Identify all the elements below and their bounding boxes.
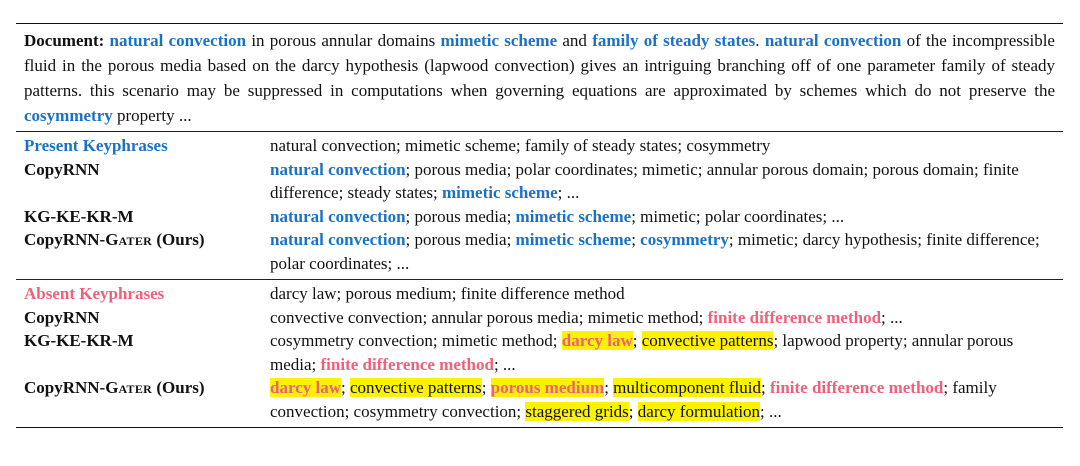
- model-row: [16, 306, 1063, 330]
- present-keyphrase-match: natural convection: [109, 31, 247, 50]
- text-segment: and: [557, 31, 593, 50]
- text-segment: property ...: [112, 106, 192, 125]
- present-keyphrase-match: natural convection: [270, 206, 406, 226]
- predicted-keyphrases: [270, 158, 1063, 205]
- document-label: Document:: [24, 31, 105, 50]
- absent-keyphrase-match: finite difference method: [320, 354, 494, 374]
- model-name: [16, 228, 270, 275]
- absent-section: [16, 280, 1063, 423]
- text-segment: ;: [632, 331, 642, 350]
- model-name-smallcaps: ATER: [118, 234, 153, 248]
- bottom-rule: [16, 427, 1063, 428]
- absent-header-row: [16, 280, 1063, 306]
- model-name-main: CopyRNN-G: [24, 230, 119, 249]
- absent-keyphrase-match: darcy law: [561, 331, 633, 350]
- text-segment: ; porous media;: [405, 206, 516, 226]
- model-name: CopyRNN: [24, 159, 100, 179]
- text-segment: ; ...: [557, 183, 580, 202]
- model-name-main: CopyRNN-G: [24, 378, 119, 397]
- text-segment: ;: [760, 378, 770, 397]
- model-row: [16, 158, 1063, 205]
- model-name: KG-KE-KR-M: [24, 331, 134, 350]
- text-segment: ; ...: [881, 307, 903, 327]
- model-row: [16, 329, 1063, 376]
- present-keyphrase-match: mimetic scheme: [515, 230, 632, 249]
- text-segment: ;: [628, 401, 638, 421]
- text-segment: of the incompressible fluid in the porous media based on the darcy hypothesis (lapwood convection) gives an intriguing branching off of one parameter family of steady patterns. this scenario may be suppressed in computations when governing equations are approximated by schemes which do not preserve the: [24, 31, 1055, 100]
- present-keyphrase-match: natural convection: [270, 159, 406, 179]
- present-keyphrase-match: mimetic scheme: [440, 31, 558, 50]
- keyphrase-table: [16, 23, 1063, 428]
- text-segment: ; family convection; cosymmetry convection;: [270, 378, 997, 421]
- absent-keyphrase-match: darcy law: [270, 378, 341, 397]
- text-segment: in porous annular domains: [246, 31, 441, 50]
- text-segment: ; ...: [760, 401, 782, 421]
- present-header-row: [16, 132, 1063, 158]
- text-segment: ;: [481, 378, 491, 397]
- absent-keyphrase-match: porous medium: [490, 378, 605, 397]
- highlighted-keyphrase: convective patterns: [641, 331, 774, 350]
- model-name: KG-KE-KR-M: [24, 206, 134, 226]
- absent-gold: darcy law; porous medium; finite difference method: [270, 284, 625, 303]
- highlighted-keyphrase: convective patterns: [349, 378, 482, 397]
- absent-title: Absent Keyphrases: [24, 284, 165, 303]
- document-text: [24, 31, 1055, 125]
- highlighted-keyphrase: staggered grids: [525, 401, 629, 421]
- text-segment: ;: [341, 378, 350, 397]
- text-segment: ; porous media; polar coordinates; mimetic; annular porous domain; porous domain; finite difference; steady states;: [270, 159, 1019, 202]
- model-row: [16, 228, 1063, 275]
- present-section: [16, 132, 1063, 275]
- present-keyphrase-match: natural convection: [270, 230, 406, 249]
- text-segment: cosymmetry convection; mimetic method;: [270, 331, 562, 350]
- present-keyphrase-match: mimetic scheme: [515, 206, 632, 226]
- absent-keyphrase-match: finite difference method: [707, 307, 882, 327]
- text-segment: ; lapwood property; annular porous media;: [270, 331, 1014, 374]
- predicted-keyphrases: [270, 205, 1063, 229]
- absent-keyphrase-match: finite difference method: [769, 378, 944, 397]
- model-name-smallcaps: ATER: [118, 382, 153, 396]
- predicted-keyphrases: [270, 376, 1063, 423]
- highlighted-keyphrase: multicomponent fluid: [613, 378, 761, 397]
- present-keyphrase-match: mimetic scheme: [441, 183, 558, 202]
- present-keyphrase-match: cosymmetry: [640, 230, 729, 249]
- model-row: [16, 205, 1063, 229]
- document-passage: [16, 24, 1063, 128]
- model-name-tail: (Ours): [152, 378, 205, 397]
- predicted-keyphrases: [270, 228, 1063, 275]
- present-gold: natural convection; mimetic scheme; family of steady states; cosymmetry: [270, 136, 771, 155]
- model-row: [16, 376, 1063, 423]
- present-title: Present Keyphrases: [24, 136, 168, 155]
- model-name-tail: (Ours): [152, 230, 205, 249]
- text-segment: ;: [631, 230, 641, 249]
- present-keyphrase-match: cosymmetry: [24, 106, 113, 125]
- predicted-keyphrases: [270, 306, 1063, 330]
- text-segment: ; ...: [493, 354, 516, 374]
- model-name: [16, 376, 270, 423]
- highlighted-keyphrase: darcy formulation: [637, 401, 761, 421]
- text-segment: .: [755, 31, 765, 50]
- text-segment: ; mimetic; darcy hypothesis; finite difference; polar coordinates; ...: [270, 230, 1040, 273]
- text-segment: ; porous media;: [405, 230, 516, 249]
- text-segment: ;: [604, 378, 614, 397]
- model-name: CopyRNN: [24, 307, 100, 327]
- predicted-keyphrases: [270, 329, 1063, 376]
- present-keyphrase-match: natural convection: [764, 31, 902, 50]
- present-keyphrase-match: family of steady states: [592, 31, 756, 50]
- text-segment: ; mimetic; polar coordinates; ...: [631, 206, 845, 226]
- text-segment: convective convection; annular porous media; mimetic method;: [270, 307, 708, 327]
